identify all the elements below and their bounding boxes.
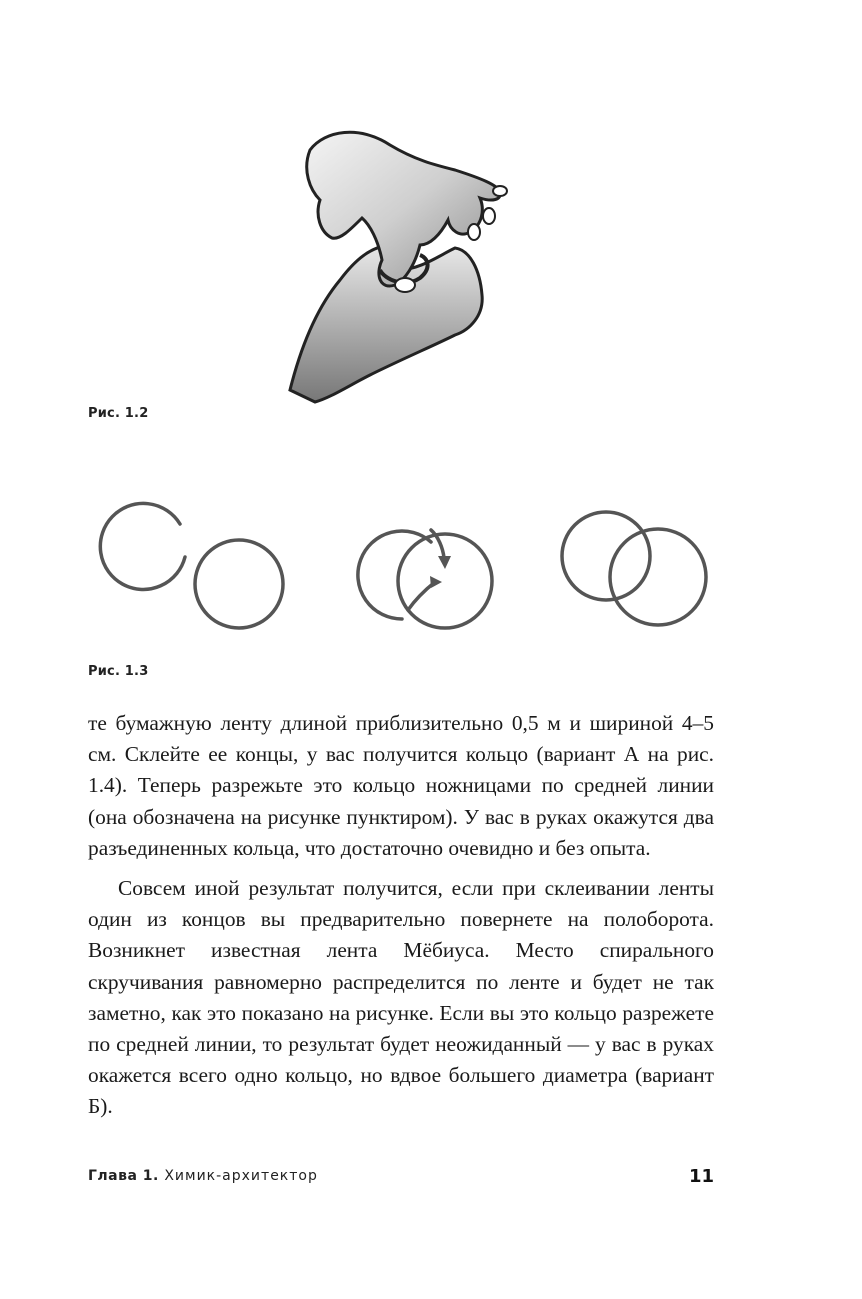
fingernail xyxy=(483,208,495,224)
page-footer xyxy=(88,1166,714,1192)
chapter-title: Химик-архитектор xyxy=(164,1168,318,1184)
fingernail xyxy=(468,224,480,240)
thumb-nail xyxy=(395,278,415,292)
hands-illustration xyxy=(270,120,520,405)
chapter-number: Глава 1. xyxy=(88,1168,159,1184)
arrowhead-1 xyxy=(438,556,451,569)
rings-illustration xyxy=(80,490,730,640)
ring-left-3 xyxy=(562,512,650,600)
running-footer xyxy=(88,1168,318,1184)
ring-left-2 xyxy=(358,531,431,619)
fingernail xyxy=(493,186,507,196)
ring-right-2 xyxy=(398,534,492,628)
figure-caption-1-3: Рис. 1.3 xyxy=(88,664,149,679)
arrowhead-2 xyxy=(430,576,442,588)
paragraph: Совсем иной результат получится, если при склеивании ленты один из концов вы предварительно повернете на полоборота. Возникнет известная лента Мёбиуса. Место спирального скручивания равномерно распределится по ленте и будет не так заметно, как это показано на рисунке. Если вы это кольцо разрежете по средней линии, то результат будет неожиданный — у вас в руках окажется всего одно кольцо, но вдвое большего диаметра (вариант Б). xyxy=(88,876,714,1119)
paragraph: те бумажную ленту длиной приблизительно 0,5 м и шириной 4–5 см. Склейте ее концы, у вас получится кольцо (вариант А на рис. 1.4). Теперь разрежьте это кольцо ножницами по средней линии (она обозначена на рисунке пунктиром). У вас в руках окажутся два разъединенных кольца, что достаточно очевидно и без опыта. xyxy=(88,711,714,860)
body-text xyxy=(88,708,714,1123)
open-ring xyxy=(100,503,185,589)
ring-right-3 xyxy=(610,529,706,625)
figure-caption-1-2: Рис. 1.2 xyxy=(88,406,149,421)
closed-ring xyxy=(195,540,283,628)
page-number: 11 xyxy=(688,1166,714,1187)
